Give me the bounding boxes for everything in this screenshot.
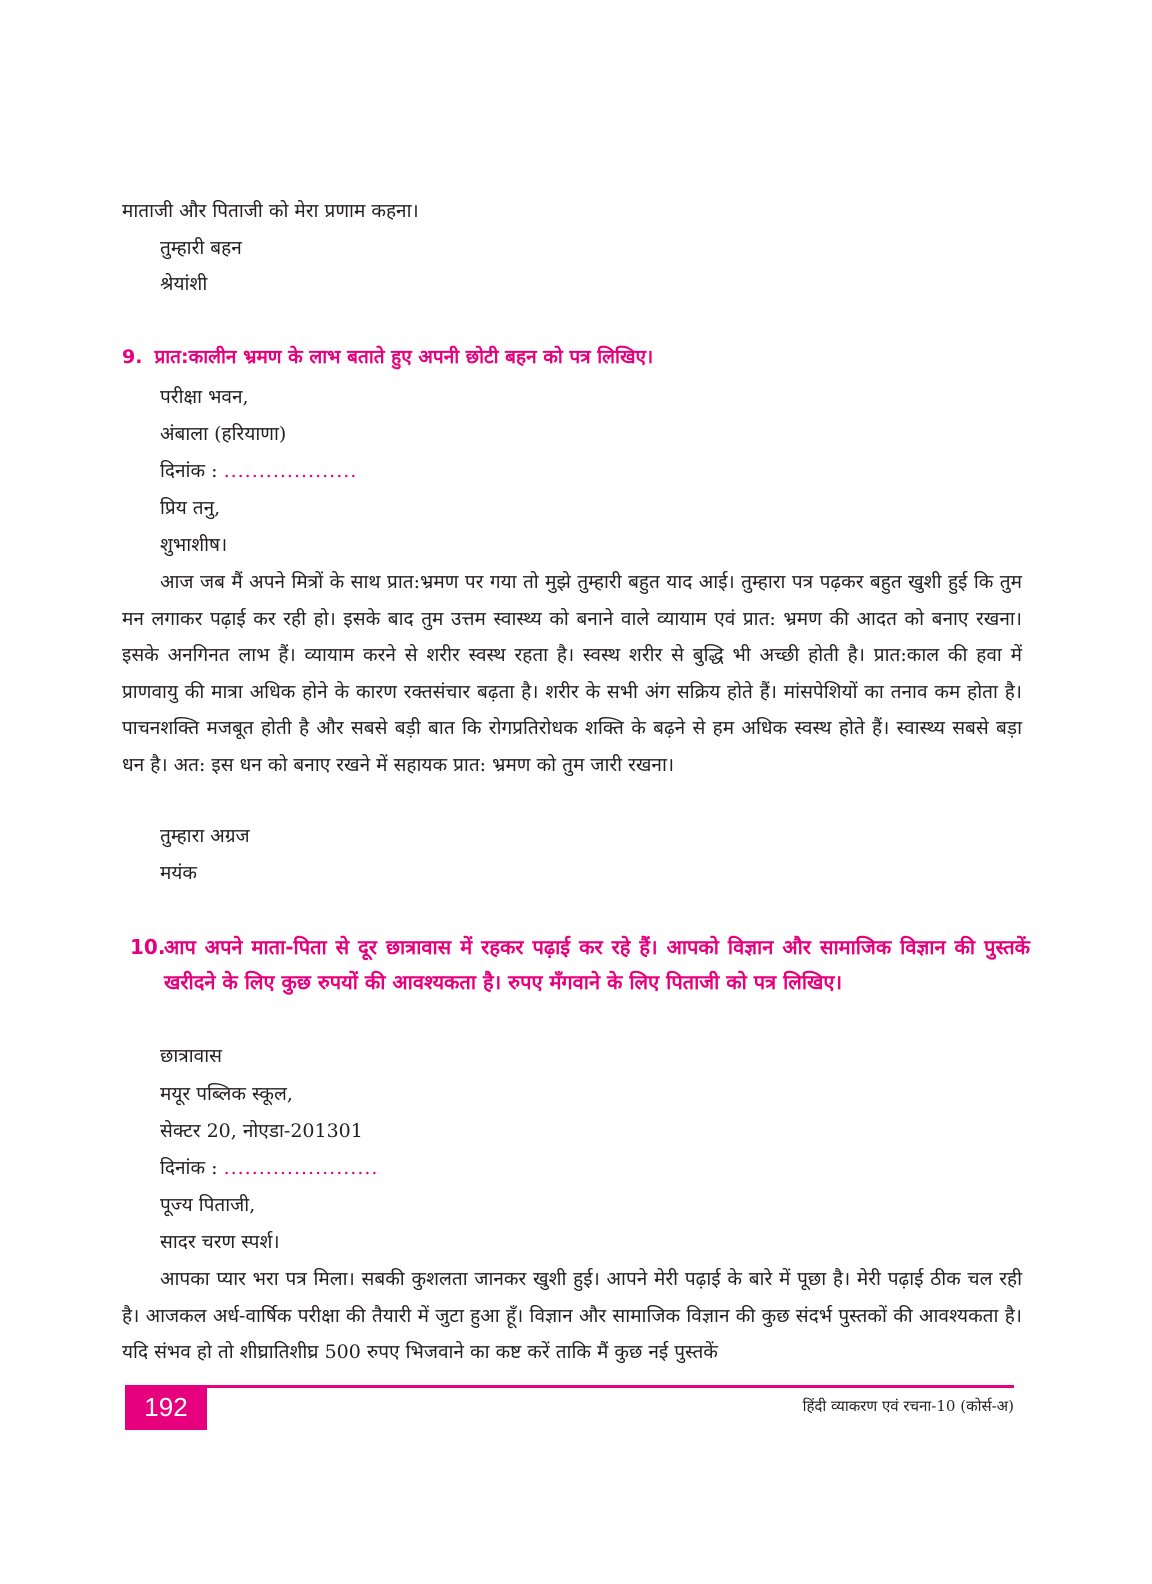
q10-date-label: दिनांक : — [160, 1157, 224, 1179]
q10-greeting: सादर चरण स्पर्श। — [160, 1231, 280, 1253]
previous-letter-closing: माताजी और पिताजी को मेरा प्रणाम कहना। — [122, 200, 419, 222]
previous-letter-signature: श्रेयांशी — [160, 273, 208, 295]
q10-letter-body: आपका प्यार भरा पत्र मिला। सबकी कुशलता जानकर खुशी हुई। आपने मेरी पढ़ाई के बारे में पूछा है। मेरी पढ़ाई ठीक चल रही है। आजकल अर्ध-वार्षिक परीक्षा की तैयारी में जुटा हुआ हूँ। विज्ञान और सामाजिक विज्ञान की कुछ संदर्भ पुस्तकों की आवश्यकता है। यदि संभव हो तो शीघ्रातिशीघ्र 500 रुपए भिजवाने का कष्ट करें ताकि मैं कुछ नई पुस्तकें — [122, 1268, 1022, 1363]
q9-signature: मयंक — [160, 862, 197, 884]
q9-date — [160, 459, 357, 483]
q10-address-line1: छात्रावास — [160, 1045, 222, 1067]
question-10-heading — [130, 930, 1030, 999]
q9-salutation: प्रिय तनु, — [160, 497, 221, 519]
q9-address-line2: अंबाला (हरियाणा) — [160, 423, 287, 445]
q9-date-blank: ................... — [223, 460, 358, 482]
question-9-number: 9. — [122, 346, 143, 368]
q10-address-line2: मयूर पब्लिक स्कूल, — [160, 1083, 293, 1105]
q10-salutation: पूज्य पिताजी, — [160, 1194, 256, 1216]
footer-divider — [206, 1385, 1014, 1388]
q9-letter-body: आज जब मैं अपने मित्रों के साथ प्रात:भ्रमण पर गया तो मुझे तुम्हारी बहुत याद आई। तुम्हारा पत्र पढ़कर बहुत खुशी हुई कि तुम मन लगाकर पढ़ाई कर रही हो। इसके बाद तुम उत्तम स्वास्थ्य को बनाने वाले व्यायाम एवं प्रात: भ्रमण की आदत को बनाए रखना। इसके अनगिनत लाभ हैं। व्यायाम करने से शरीर स्वस्थ रहता है। स्वस्थ शरीर से बुद्धि भी अच्छी होती है। प्रात:काल की हवा में प्राणवायु की मात्रा अधिक होने के कारण रक्तसंचार बढ़ता है। शरीर के सभी अंग सक्रिय होते हैं। मांसपेशियों का तनाव कम होता है। पाचनशक्ति मजबूत होती है और सबसे बड़ी बात कि रोगप्रतिरोधक शक्ति के बढ़ने से हम अधिक स्वस्थ होते हैं। स्वास्थ्य सबसे बड़ा धन है। अत: इस धन को बनाए रखने में सहायक प्रात: भ्रमण को तुम जारी रखना। — [122, 571, 1022, 776]
q9-date-label: दिनांक : — [160, 460, 224, 482]
book-title: हिंदी व्याकरण एवं रचना-10 (कोर्स-अ) — [802, 1397, 1014, 1415]
question-10-text: आप अपने माता-पिता से दूर छात्रावास में रहकर पढ़ाई कर रहे हैं। आपको विज्ञान और सामाजिक विज्ञान की पुस्तकें खरीदने के लिए कुछ रुपयों की आवश्यकता है। रुपए मँगवाने के लिए पिताजी को पत्र लिखिए। — [164, 935, 1030, 994]
q9-address-line1: परीक्षा भवन, — [160, 386, 249, 408]
page-number: 192 — [125, 1385, 207, 1430]
question-9-text: प्रात:कालीन भ्रमण के लाभ बताते हुए अपनी छोटी बहन को पत्र लिखिए। — [154, 346, 654, 368]
q10-address-line3: सेक्टर 20, नोएडा-201301 — [160, 1120, 363, 1142]
previous-letter-signoff: तुम्हारी बहन — [160, 237, 242, 259]
question-9-heading — [122, 343, 653, 371]
question-10-number: 10. — [130, 935, 166, 959]
q9-greeting: शुभाशीष। — [160, 534, 228, 556]
q10-date-blank: ...................... — [223, 1157, 379, 1179]
q9-signoff: तुम्हारा अग्रज — [160, 825, 250, 847]
q10-date — [160, 1156, 378, 1180]
